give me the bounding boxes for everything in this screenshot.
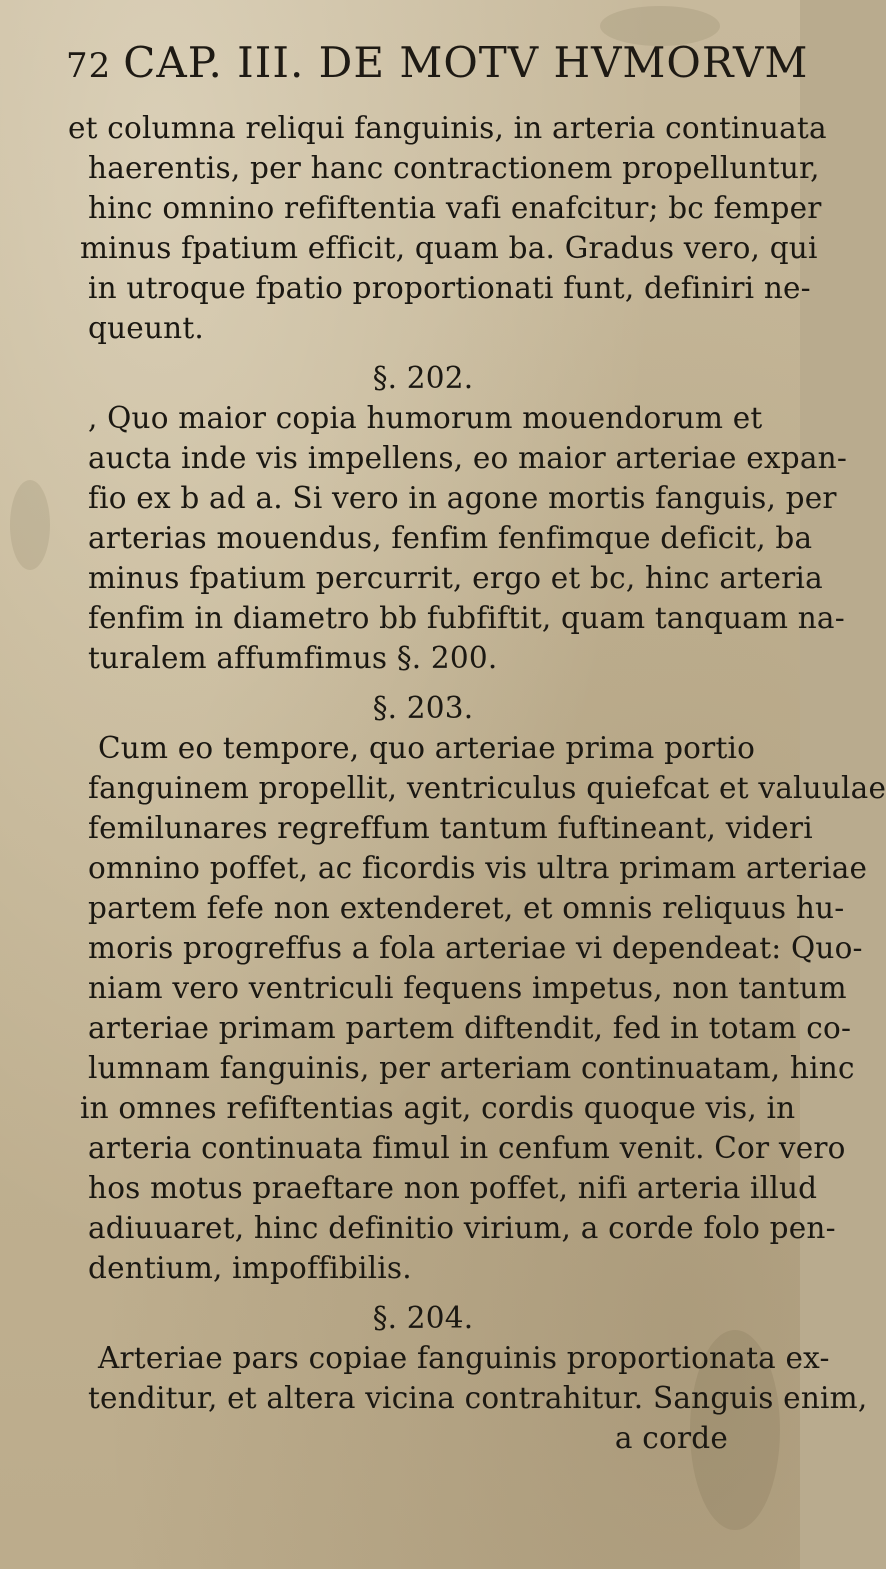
text-line: in omnes refiftentias agit, cordis quoque vis, in xyxy=(80,1091,796,1125)
text-line: dentium, impoffibilis. xyxy=(88,1251,412,1285)
catchword: a corde xyxy=(614,1421,728,1455)
paper-stain xyxy=(10,480,50,570)
text-line: aucta inde vis impellens, eo maior arteriae expan- xyxy=(88,441,847,475)
text-line: in utroque fpatio proportionati funt, definiri ne- xyxy=(88,271,811,305)
section-heading-204: §. 204. xyxy=(372,1301,474,1335)
text-line: partem fefe non extenderet, et omnis reliquus hu- xyxy=(88,891,845,925)
text-line: fio ex b ad a. Si vero in agone mortis fanguis, per xyxy=(88,481,837,515)
text-line: adiuuaret, hinc definitio virium, a corde folo pen- xyxy=(88,1211,836,1245)
text-line: tenditur, et altera vicina contrahitur. Sanguis enim, xyxy=(88,1381,868,1415)
section-heading-203: §. 203. xyxy=(372,691,474,725)
text-line: turalem affumfimus §. 200. xyxy=(88,641,498,675)
page-number: 72 xyxy=(66,46,112,86)
text-line: minus fpatium efficit, quam ba. Gradus vero, qui xyxy=(80,231,818,265)
text-line: hinc omnino refiftentia vafi enafcitur; bc femper xyxy=(88,191,822,225)
text-line: Cum eo tempore, quo arteriae prima portio xyxy=(98,731,756,765)
text-line: fenfim in diametro bb fubfiftit, quam tanquam na- xyxy=(88,601,845,635)
text-line: arteriae primam partem diftendit, fed in totam co- xyxy=(88,1011,852,1045)
text-line: haerentis, per hanc contractionem propelluntur, xyxy=(88,151,820,185)
section-heading-202: §. 202. xyxy=(372,361,474,395)
text-line: lumnam fanguinis, per arteriam continuatam, hinc xyxy=(88,1051,855,1085)
running-head xyxy=(66,38,808,87)
text-line: minus fpatium percurrit, ergo et bc, hinc arteria xyxy=(88,561,823,595)
text-line: arterias mouendus, fenfim fenfimque deficit, ba xyxy=(88,521,813,555)
text-line: arteria continuata fimul in cenfum venit. Cor vero xyxy=(88,1131,846,1165)
text-line: hos motus praeftare non poffet, nifi arteria illud xyxy=(88,1171,818,1205)
chapter-title: CAP. III. DE MOTV HVMORVM xyxy=(123,38,809,87)
page-text xyxy=(48,108,886,1458)
text-line: niam vero ventriculi fequens impetus, non tantum xyxy=(88,971,847,1005)
text-line: queunt. xyxy=(88,311,204,345)
text-line: Arteriae pars copiae fanguinis proportionata ex- xyxy=(98,1341,830,1375)
text-line: moris progreffus a fola arteriae vi dependeat: Quo- xyxy=(88,931,863,965)
text-line: fanguinem propellit, ventriculus quiefcat et valuulae xyxy=(88,771,886,805)
text-line: et columna reliqui fanguinis, in arteria continuata xyxy=(68,111,827,145)
text-line: femilunares regreffum tantum fuftineant, videri xyxy=(88,811,813,845)
text-line: omnino poffet, ac ficordis vis ultra primam arteriae xyxy=(88,851,868,885)
text-line: , Quo maior copia humorum mouendorum et xyxy=(88,401,763,435)
